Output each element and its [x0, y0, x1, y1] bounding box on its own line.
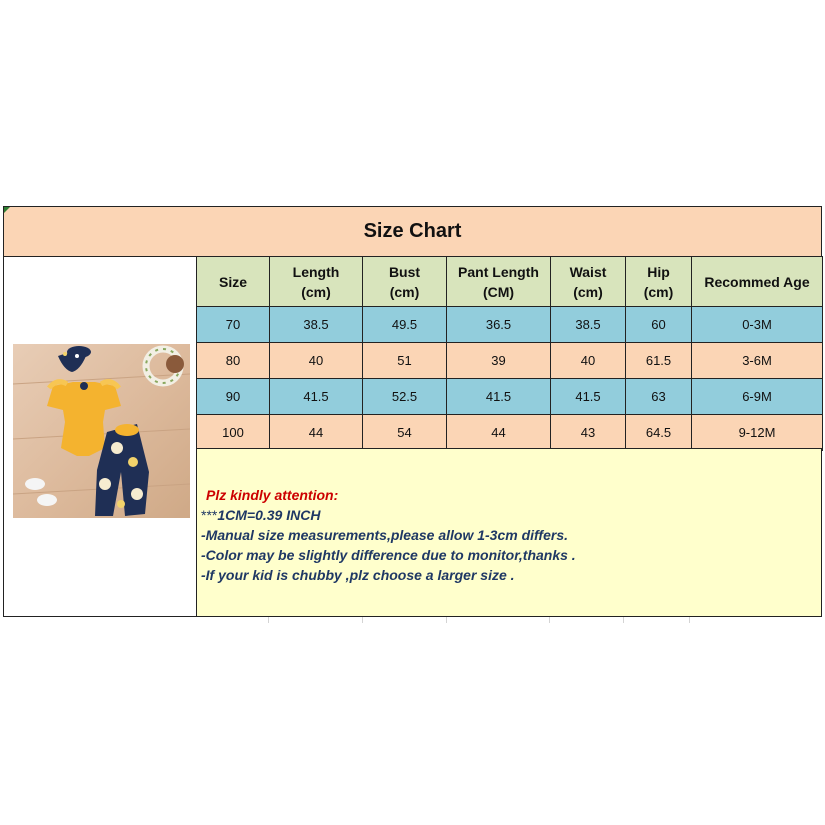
attention-heading: Plz kindly attention:: [206, 487, 339, 503]
cell-bust: 51: [363, 343, 447, 379]
cell-hip: 64.5: [626, 415, 692, 451]
cell-length: 44: [270, 415, 363, 451]
table-row: [197, 307, 823, 343]
cell-length: 40: [270, 343, 363, 379]
header-hip: Hip (cm): [626, 257, 692, 307]
title-bar: [3, 206, 822, 257]
cell-size: 70: [197, 307, 270, 343]
cell-bust: 52.5: [363, 379, 447, 415]
cell-pant-length: 36.5: [447, 307, 551, 343]
cell-waist: 41.5: [551, 379, 626, 415]
cell-length: 41.5: [270, 379, 363, 415]
size-table: [196, 256, 823, 451]
cell-age: 9-12M: [692, 415, 823, 451]
header-size: Size: [197, 257, 270, 307]
cell-bust: 54: [363, 415, 447, 451]
table-row: [197, 343, 823, 379]
product-photo-cell: [3, 256, 197, 617]
conversion-note: [201, 505, 821, 525]
cell-age: 0-3M: [692, 307, 823, 343]
header-length: Length (cm): [270, 257, 363, 307]
size-chart-sheet: [3, 206, 822, 617]
spreadsheet-gridlines: [0, 617, 825, 625]
cell-hip: 61.5: [626, 343, 692, 379]
asterisks: ***: [201, 507, 218, 523]
cell-size: 90: [197, 379, 270, 415]
cell-length: 38.5: [270, 307, 363, 343]
cell-age: 6-9M: [692, 379, 823, 415]
table-header-row: [197, 257, 823, 307]
header-waist: Waist (cm): [551, 257, 626, 307]
cell-hip: 60: [626, 307, 692, 343]
baby-outfit-image: [13, 344, 190, 518]
cell-bust: 49.5: [363, 307, 447, 343]
note-line: -Manual size measurements,please allow 1-3cm differs.: [201, 527, 569, 543]
note-line: -If your kid is chubby ,plz choose a larger size .: [201, 567, 515, 583]
cell-pant-length: 39: [447, 343, 551, 379]
cell-size: 100: [197, 415, 270, 451]
chart-title: Size Chart: [363, 220, 462, 242]
table-row: [197, 379, 823, 415]
cell-size: 80: [197, 343, 270, 379]
cell-corner-marker: [4, 207, 10, 213]
header-pant-length: Pant Length (CM): [447, 257, 551, 307]
cell-waist: 40: [551, 343, 626, 379]
cell-age: 3-6M: [692, 343, 823, 379]
cell-waist: 43: [551, 415, 626, 451]
cell-waist: 38.5: [551, 307, 626, 343]
notes-box: [196, 448, 822, 617]
product-photo: [13, 344, 190, 518]
header-recommend-age: Recommed Age: [692, 257, 823, 307]
cell-hip: 63: [626, 379, 692, 415]
cell-pant-length: 44: [447, 415, 551, 451]
note-line: -Color may be slightly difference due to monitor,thanks .: [201, 547, 576, 563]
table-row: [197, 415, 823, 451]
cell-pant-length: 41.5: [447, 379, 551, 415]
header-bust: Bust (cm): [363, 257, 447, 307]
conversion-text: 1CM=0.39 INCH: [217, 507, 321, 523]
